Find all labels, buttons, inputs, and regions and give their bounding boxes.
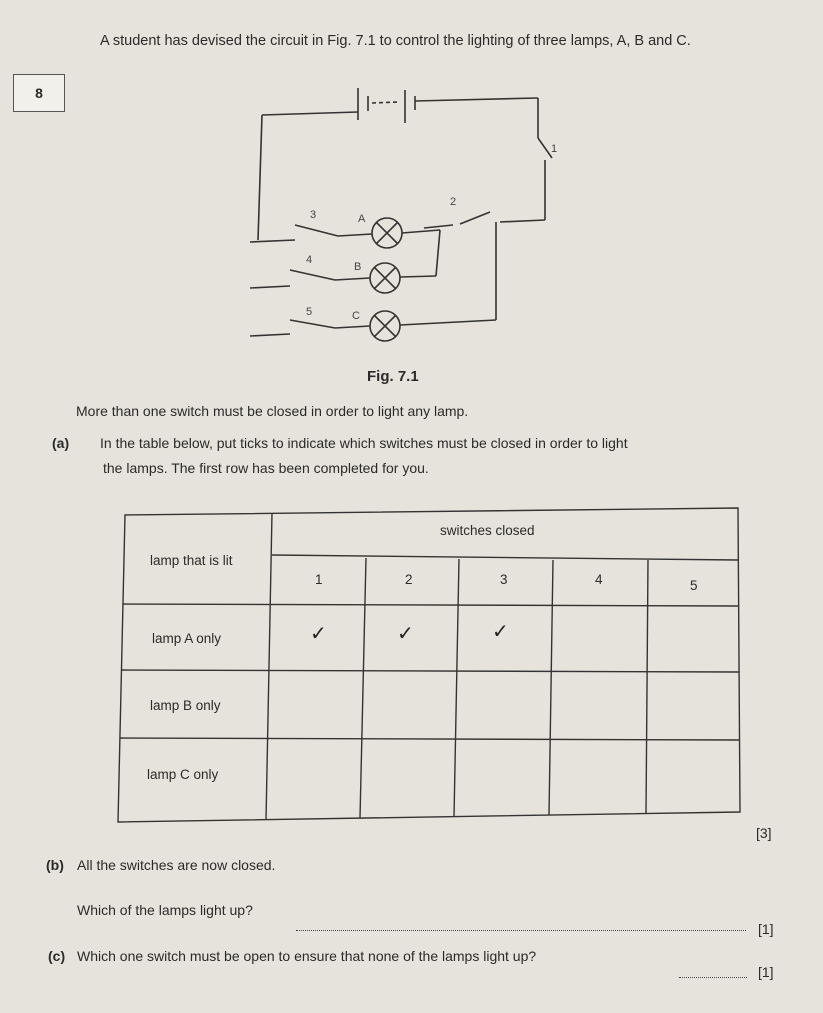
- part-b-question: Which of the lamps light up?: [77, 902, 253, 918]
- lamp-b-label: B: [354, 261, 362, 273]
- part-c-label: (c): [48, 948, 66, 964]
- part-c-question: Which one switch must be open to ensure that none of the lamps light up?: [77, 948, 537, 964]
- lamp-a-symbol: [372, 218, 402, 248]
- wire-a-left: [250, 240, 295, 242]
- part-b-answer-line[interactable]: [296, 920, 746, 931]
- row-label-a: lamp A only: [152, 631, 222, 646]
- switch-3-label: 3: [310, 209, 317, 221]
- lamp-c-symbol: [370, 311, 400, 341]
- part-b-marks: [1]: [758, 921, 774, 937]
- table-corner-header: lamp that is lit: [150, 553, 233, 568]
- question-intro: A student has devised the circuit in Fig. 7.1 to control the lighting of three lamps, A, B and C.: [100, 33, 691, 49]
- row-label-b: lamp B only: [150, 698, 221, 713]
- switch-5-label: 5: [306, 306, 313, 318]
- wire-c-mid: [335, 326, 370, 328]
- part-a-text-line2: the lamps. The first row has been completed for you.: [103, 460, 429, 476]
- wire-switch-2-to-bus: [424, 225, 453, 228]
- switch-4-label: 4: [306, 254, 313, 266]
- switch-1-label: 1: [551, 143, 558, 155]
- col-header-1: 1: [315, 572, 323, 587]
- question-number: 8: [13, 74, 65, 112]
- figure-caption: Fig. 7.1: [367, 368, 419, 385]
- wire-a-mid: [338, 234, 372, 236]
- col-header-2: 2: [405, 572, 413, 587]
- col-header-4: 4: [595, 572, 603, 587]
- table-group-header: switches closed: [440, 523, 535, 538]
- wire-c-right: [400, 320, 496, 325]
- switch-2-label: 2: [450, 196, 457, 208]
- wire-top-left: [262, 112, 358, 115]
- wire-b-left: [250, 286, 290, 288]
- cell-a-3: ✓: [492, 621, 509, 643]
- paragraph-rule: More than one switch must be closed in order to light any lamp.: [76, 403, 469, 419]
- wire-a-right: [402, 230, 440, 233]
- part-a-marks: [3]: [756, 825, 772, 841]
- col-header-3: 3: [500, 572, 508, 587]
- wire-to-switch-2: [500, 220, 545, 222]
- part-c-answer-line[interactable]: [679, 967, 747, 978]
- wire-left: [258, 115, 262, 240]
- part-b-label: (b): [46, 857, 64, 873]
- switch-1-blade: [538, 138, 552, 158]
- wire-b-right: [400, 276, 436, 277]
- wire-c-left: [250, 334, 290, 336]
- lamp-b-symbol: [370, 263, 400, 293]
- switch-table: [0, 500, 823, 830]
- col-header-5: 5: [690, 578, 698, 593]
- circuit-diagram: [0, 0, 823, 380]
- row-label-c: lamp C only: [147, 767, 219, 782]
- switch-4-blade: [290, 270, 335, 280]
- wire-top-right: [415, 98, 538, 101]
- switch-3-blade: [295, 225, 338, 236]
- cell-a-1: ✓: [310, 623, 327, 645]
- part-b-text: All the switches are now closed.: [77, 857, 276, 873]
- lamp-a-label: A: [358, 213, 366, 225]
- lamp-c-label: C: [352, 310, 360, 322]
- switch-5-blade: [290, 320, 335, 328]
- wire-bus-b: [436, 230, 440, 276]
- part-c-marks: [1]: [758, 964, 774, 980]
- switch-2-blade: [460, 212, 490, 224]
- battery-dashes: [372, 102, 398, 103]
- wire-b-mid: [335, 278, 370, 280]
- part-a-text-line1: In the table below, put ticks to indicate which switches must be closed in order to light: [100, 435, 628, 451]
- cell-a-2: ✓: [397, 623, 414, 645]
- part-a-label: (a): [52, 435, 70, 451]
